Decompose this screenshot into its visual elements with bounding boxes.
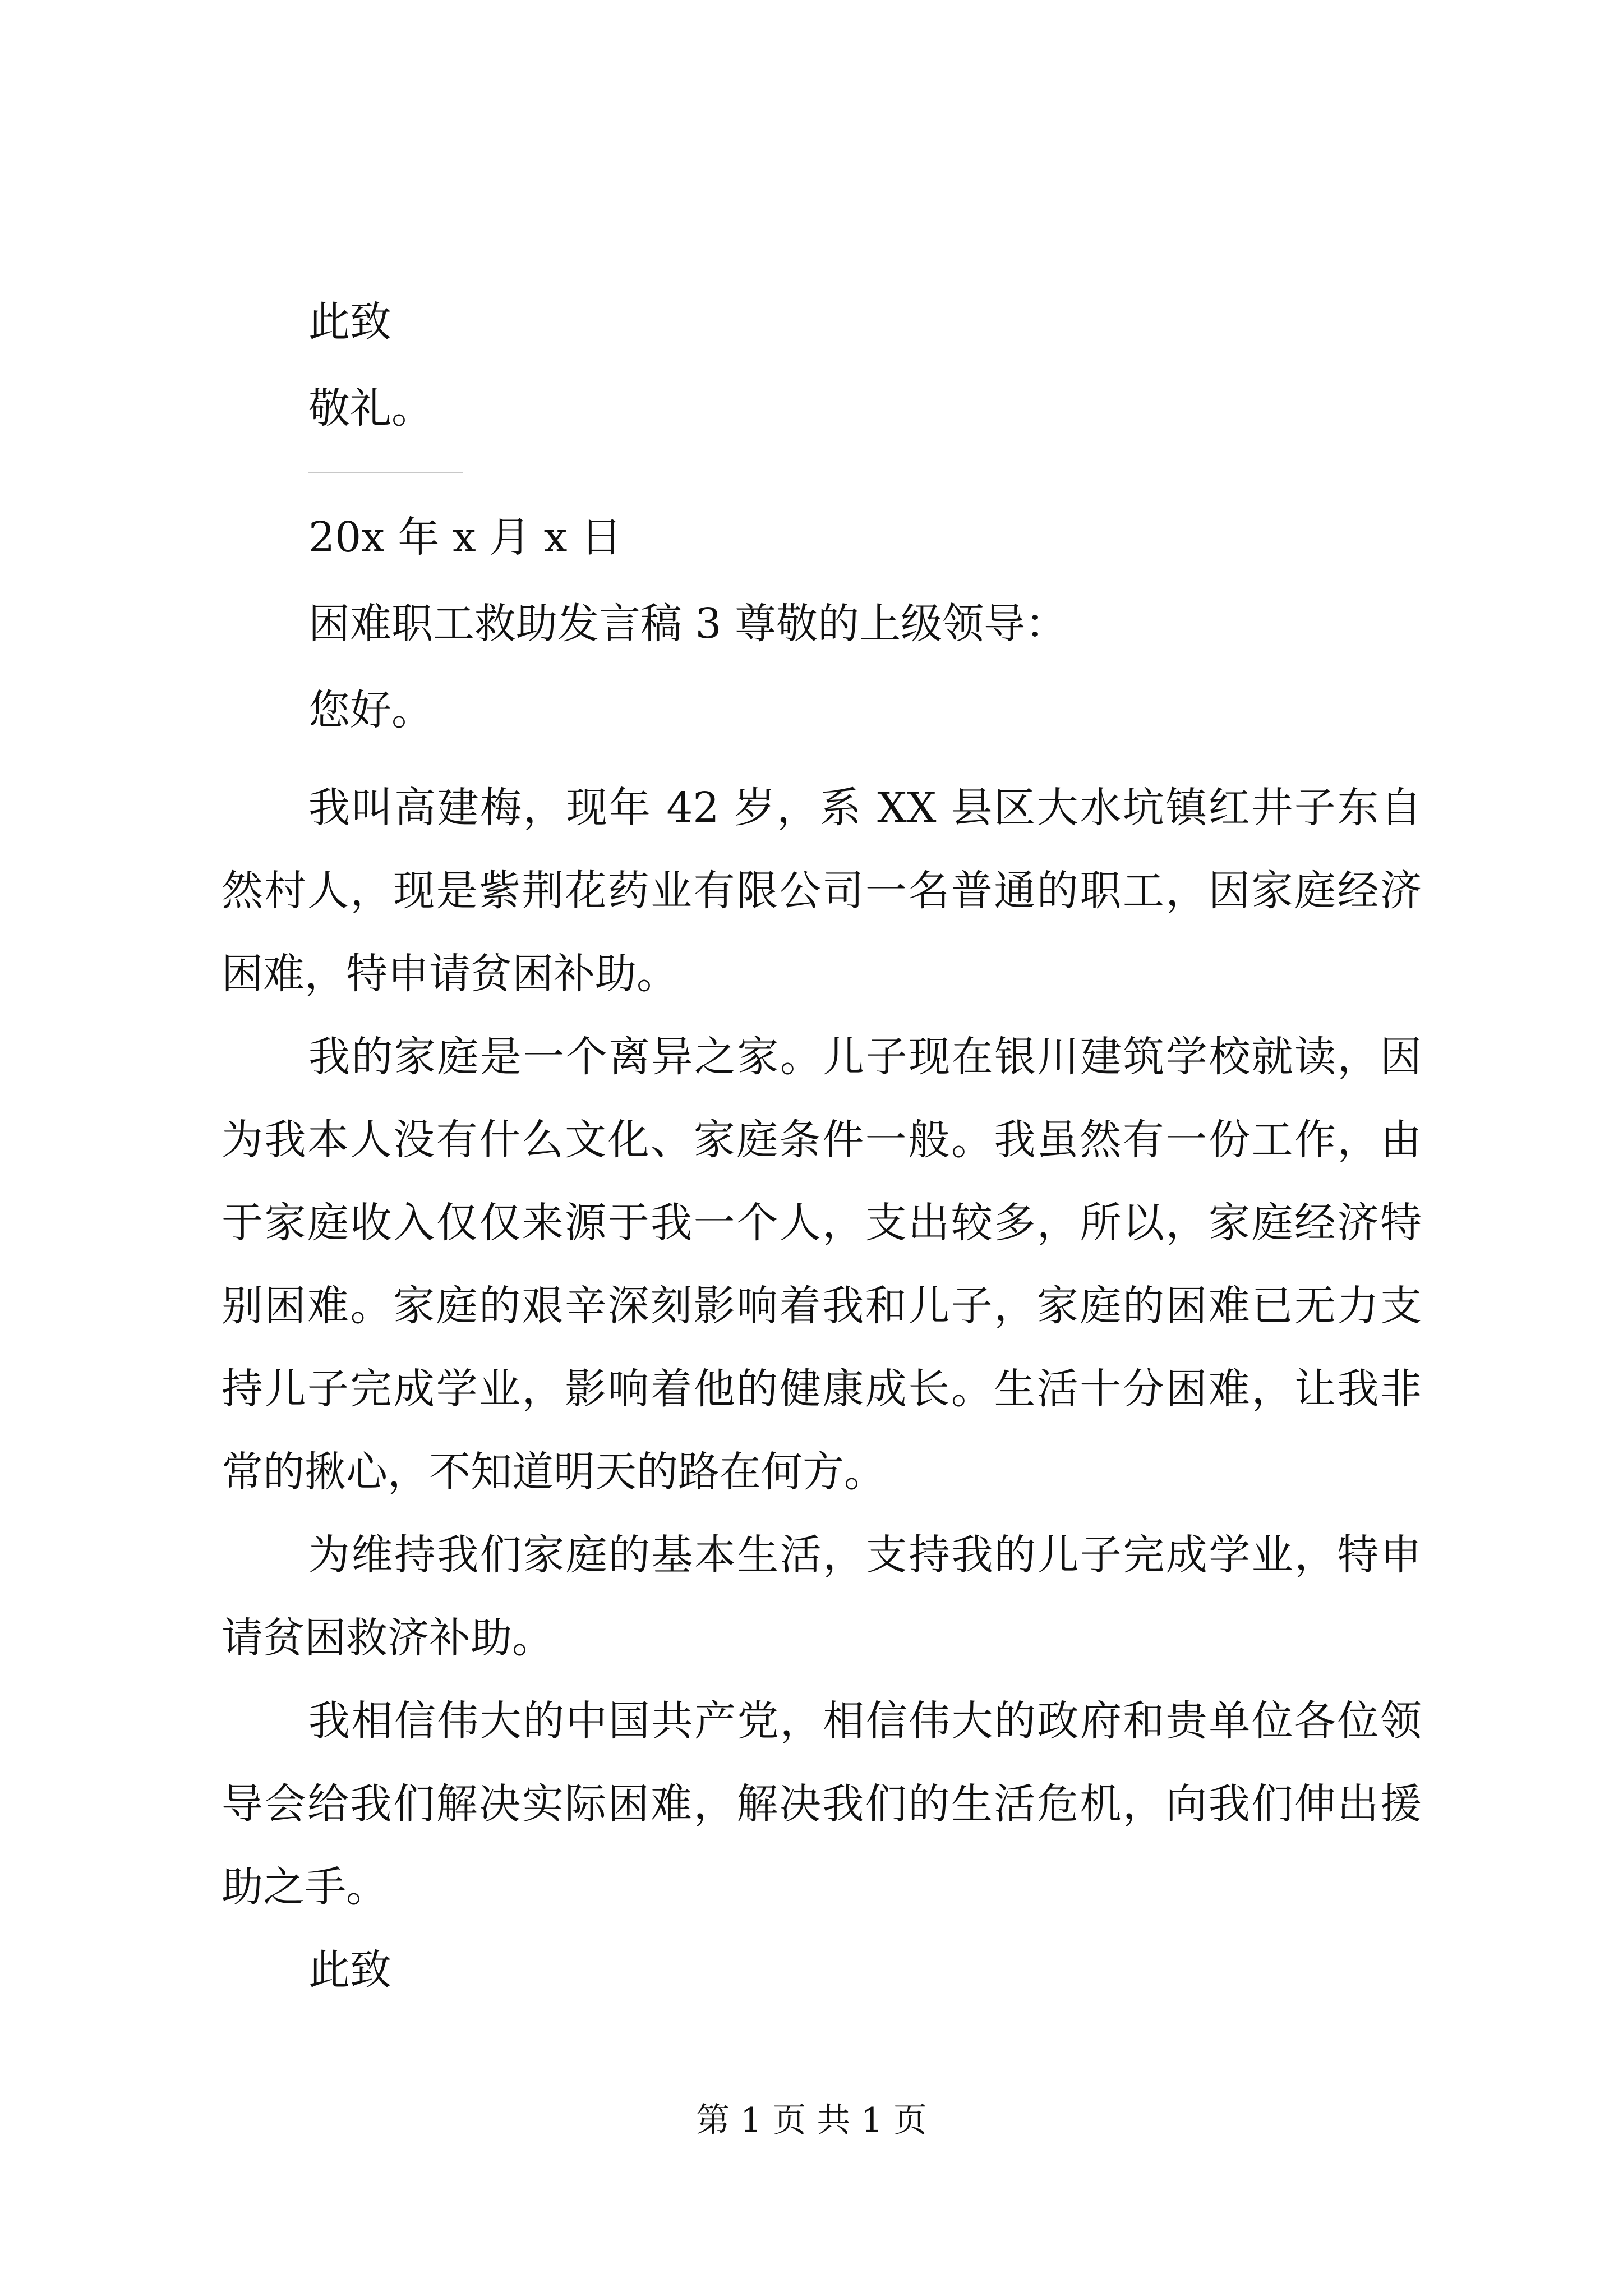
closing-salutation-final: 此致 [308, 1946, 391, 1994]
letter-heading: 困难职工救助发言稿 3 尊敬的上级领导： [308, 600, 1067, 648]
paragraph-trust: 我相信伟大的中国共产党，相信伟大的政府和贵单位各位领导会给我们解决实际困难，解决我们的生活危机，向我们伸出援助之手。 [222, 1697, 1422, 1911]
closing-salutation: 此致 [308, 298, 391, 346]
letter-date: 20x 年 x 月 x 日 [308, 513, 622, 562]
greeting: 您好。 [308, 686, 433, 734]
paragraph-introduction: 我叫高建梅，现年 42 岁，系 XX 县区大水坑镇红井子东自然村人，现是紫荆花药业有限公司一名普通的职工，因家庭经济困难，特申请贫困补助。 [222, 784, 1422, 998]
paragraph-request: 为维持我们家庭的基本生活，支持我的儿子完成学业，特申请贫困救济补助。 [222, 1531, 1422, 1662]
letter-body [222, 292, 1422, 2012]
page-number-footer: 第 1 页 共 1 页 [696, 2101, 927, 2140]
closing-regards: 敬礼。 [308, 384, 433, 432]
paragraph-family-situation: 我的家庭是一个离异之家。儿子现在银川建筑学校就读，因为我本人没有什么文化、家庭条件一般。我虽然有一份工作，由于家庭收入仅仅来源于我一个人，支出较多，所以，家庭经济特别困难。家庭的艰辛深刻影响着我和儿子，家庭的困难已无力支持儿子完成学业，影响着他的健康成长。生活十分困难，让我非常的揪心，不知道明天的路在何方。 [222, 1033, 1422, 1496]
signature-line [308, 472, 463, 473]
